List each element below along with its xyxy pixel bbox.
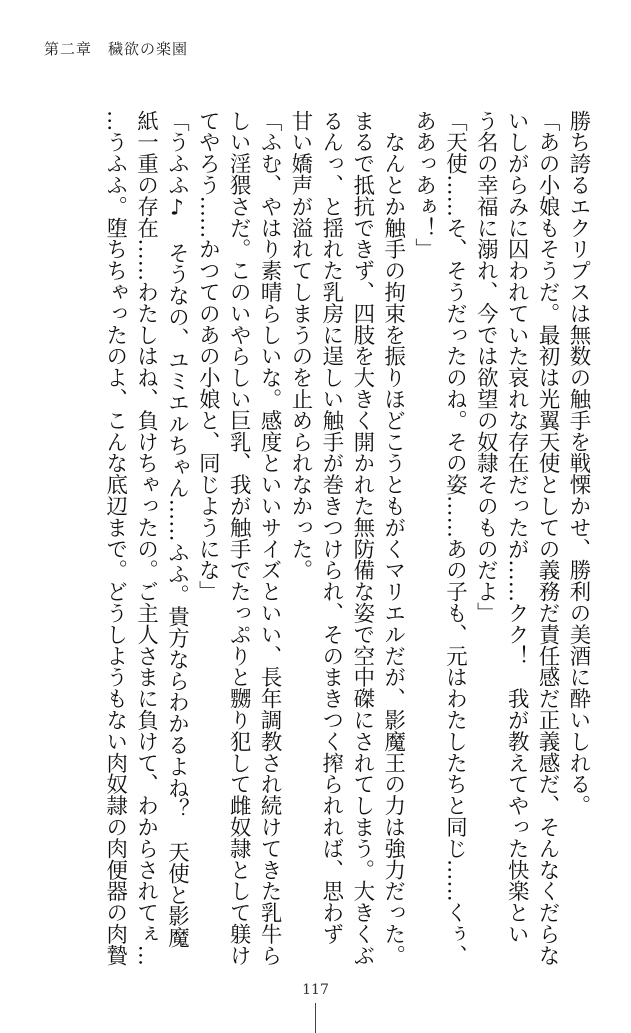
text-column: てやろう……かつてのあの小娘と、同じようにな」	[195, 110, 221, 603]
text-column: しい淫猥さだ。このいやらしい巨乳、我が触手でたっぷりと嬲り犯して雌奴隷として躾け	[226, 110, 252, 966]
text-column: ああっあぁ！」	[411, 110, 437, 260]
text-column: 「あの小娘もそうだ。最初は光翼天使としての義務だ責任感だ正義感だ、そんなくだらな	[535, 110, 561, 966]
chapter-header: 第二章 穢欲の楽園	[44, 40, 189, 58]
page-rule-divider	[315, 1003, 316, 1033]
text-column: う名の幸福に溺れ、今では欲望の奴隷そのものだよ」	[473, 110, 499, 624]
text-column: なんとか触手の拘束を振りほどこうともがくマリエルだが、影魔王の力は強力だった。	[380, 110, 406, 966]
text-column: 甘い嬌声が溢れてしまうのを止められなかった。	[287, 110, 313, 581]
text-column: まるで抵抗できず、四肢を大きく開かれた無防備な姿で空中磔にされてしまう。大きくぶ	[349, 110, 375, 966]
vertical-body-text	[36, 110, 592, 966]
text-column: 「天使……そ、そうだったのね。その姿……あの子も、元はわたしたちと同じ……くぅ、	[442, 110, 468, 966]
text-column: るんっ、と揺れた乳房に逞しい触手が巻きつけられ、そのまきつく搾られれば、思わず	[318, 110, 344, 945]
text-column: 「うふふ♪ そうなの、ユミエルちゃん……ふふ。貴方ならわかるよね？ 天使と影魔	[164, 110, 190, 949]
page-number: 117	[302, 982, 329, 998]
text-column: …うふふ。堕ちちゃったのよ、こんな底辺まで。どうしようもない肉奴隷の肉便器の肉贄	[102, 110, 128, 966]
text-column: 「ふむ、やはり素晴らしいな。感度といいサイズといい、長年調教され続けてきた乳牛ら	[257, 110, 283, 966]
text-column: いしがらみに囚われていた哀れな存在だったが……クク！ 我が教えてやった快楽とい	[504, 110, 530, 945]
text-column: 勝ち誇るエクリプスは無数の触手を戦慄かせ、勝利の美酒に酔いしれる。	[566, 110, 591, 817]
text-column: 紙一重の存在……わたしはね、負けちゃったの。ご主人さまに負けて、わからされてぇ…	[133, 110, 159, 966]
